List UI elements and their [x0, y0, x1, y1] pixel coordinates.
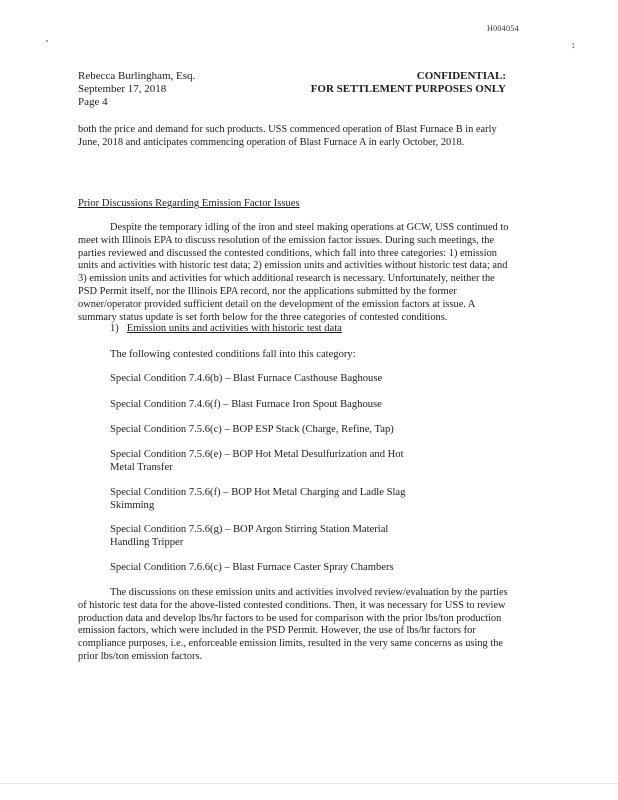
- condition-item: Special Condition 7.5.6(f) – BOP Hot Metal Charging and Ladle Slag Skimming: [110, 487, 406, 511]
- scan-speck: [46, 40, 48, 42]
- section-paragraph: Despite the temporary idling of the iron and steel making operations at GCW, USS continued to meet with Illinois EPA to discuss resolution of the emission factor issues. During such meetings, the parties reviewed and discussed the contested conditions, which fall into three categories: 1) emission units and activities with historic test data; 2) emission units and activities without historic test data; and 3) emission units and activities for which additional research is necessary. Unfortunately, neither the PSD Permit itself, nor the Illinois EPA record, nor the applications submitted by the former owner/operator provided sufficient detail on the development of the emission factors at issue. A summary status update is set forth below for the three categories of contested conditions.: [78, 222, 509, 323]
- condition-item: Special Condition 7.6.6(c) – Blast Furnace Caster Spray Chambers: [110, 562, 394, 573]
- bates-number: H004054: [487, 24, 519, 33]
- recipient-name: Rebecca Burlingham, Esq.: [78, 70, 196, 82]
- scan-bottom-edge: [0, 783, 618, 784]
- subsection-heading: [110, 323, 342, 334]
- settlement-label: FOR SETTLEMENT PURPOSES ONLY: [310, 83, 506, 95]
- confidentiality-notice: [311, 70, 506, 96]
- condition-item: Special Condition 7.4.6(f) – Blast Furnace Iron Spout Baghouse: [110, 399, 382, 410]
- condition-item: Special Condition 7.5.6(c) – BOP ESP Stack (Charge, Refine, Tap): [110, 424, 394, 435]
- scan-edge-mark: ↕: [571, 40, 576, 50]
- condition-item: Special Condition 7.5.6(e) – BOP Hot Metal Desulfurization and Hot Metal Transfer: [110, 449, 404, 473]
- letter-header-left: [78, 70, 195, 109]
- condition-item: Special Condition 7.5.6(g) – BOP Argon Stirring Station Material Handling Tripper: [110, 524, 389, 548]
- page-number: Page 4: [78, 96, 108, 108]
- subsection-title: Emission units and activities with historic test data: [126, 323, 342, 334]
- letter-date: September 17, 2018: [78, 83, 167, 95]
- condition-item: Special Condition 7.4.6(b) – Blast Furnace Casthouse Baghouse: [110, 373, 383, 384]
- section-heading: Prior Discussions Regarding Emission Factor Issues: [78, 198, 300, 209]
- lead-in-text: The following contested conditions fall into this category:: [110, 349, 356, 360]
- closing-paragraph: The discussions on these emission units and activities involved review/evaluation by the parties of historic test data for the above-listed contested conditions. Then, it was necessary for USS to review production data and develop lbs/hr factors to be used for comparison with the prior lbs/ton production emission factors, which were included in the PSD Permit. However, the use of lbs/hr factors for compliance purposes, i.e., enforceable emission limits, resulted in the very same concerns as using the prior lbs/ton emission factors.: [78, 587, 508, 662]
- continuation-paragraph: both the price and demand for such products. USS commenced operation of Blast Furnace B in early June, 2018 and anticipates commencing operation of Blast Furnace A in early October, 2018.: [78, 124, 497, 148]
- subsection-number: 1): [110, 323, 119, 334]
- confidential-label: CONFIDENTIAL:: [416, 70, 506, 82]
